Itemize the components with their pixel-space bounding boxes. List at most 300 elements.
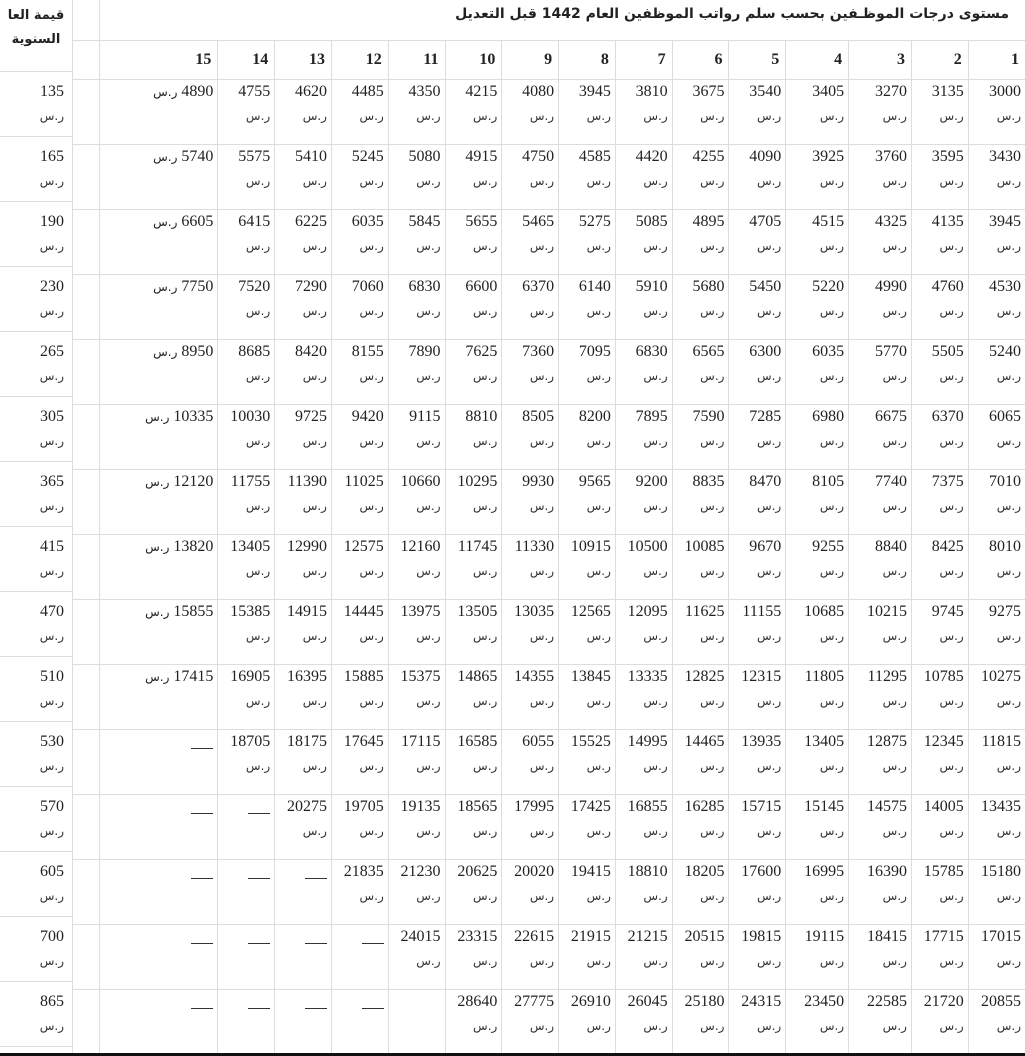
currency-label: ر.س	[819, 759, 845, 773]
salary-value: 7095	[578, 343, 611, 360]
salary-value: 10660	[400, 473, 441, 490]
currency-label: ر.س	[39, 759, 64, 773]
annual-increment-cell	[0, 982, 72, 1047]
salary-value: 7060	[351, 278, 384, 295]
salary-cell	[559, 795, 616, 860]
salary-cell	[502, 730, 559, 795]
salary-cell	[99, 860, 218, 925]
salary-value: 21720	[923, 993, 964, 1010]
currency-label: ر.س	[882, 1019, 907, 1033]
salary-value: 5770	[874, 343, 907, 360]
salary-value: 18705	[230, 733, 271, 750]
currency-label: ر.س	[245, 109, 271, 123]
currency-label: ر.س	[359, 369, 384, 383]
salary-cell	[388, 275, 445, 340]
salary-value: 17015	[981, 928, 1021, 945]
annual-increment-cell	[0, 267, 72, 332]
salary-cell	[911, 275, 968, 340]
currency-label: ر.س	[756, 694, 782, 708]
salary-cell	[99, 275, 218, 340]
currency-label: ر.س	[700, 889, 725, 903]
salary-cell	[968, 470, 1025, 535]
salary-cell	[559, 600, 616, 665]
salary-cell	[968, 730, 1025, 795]
currency-label: ر.س	[245, 304, 271, 318]
salary-cell	[729, 340, 786, 405]
salary-value: 11815	[981, 733, 1021, 750]
salary-cell	[99, 535, 218, 600]
salary-cell	[331, 860, 388, 925]
currency-label: ر.س	[756, 824, 782, 838]
currency-label: ر.س	[529, 369, 555, 383]
salary-cell	[388, 730, 445, 795]
currency-label: ر.س	[302, 369, 327, 383]
salary-cell	[331, 470, 388, 535]
currency-label: ر.س	[302, 109, 327, 123]
salary-cell	[615, 795, 672, 860]
currency-label: ر.س	[302, 694, 327, 708]
currency-label: ر.س	[359, 304, 384, 318]
salary-cell	[672, 405, 729, 470]
salary-cell	[849, 665, 912, 730]
salary-cell	[218, 80, 275, 145]
salary-cell	[786, 925, 849, 990]
salary-value: 12875	[866, 733, 907, 750]
currency-label: ر.س	[819, 369, 845, 383]
currency-label: ر.س	[416, 629, 441, 643]
salary-value: 12345	[923, 733, 964, 750]
salary-value: 11805	[804, 668, 845, 685]
salary-cell	[911, 405, 968, 470]
currency-label: ر.س	[700, 1019, 725, 1033]
currency-label: ر.س	[586, 954, 611, 968]
salary-value: 3945	[578, 83, 611, 100]
salary-value: 15145	[804, 798, 845, 815]
salary-value: 10275	[981, 668, 1021, 685]
currency-label: ر.س	[819, 239, 845, 253]
salary-cell	[615, 925, 672, 990]
salary-value: 8105	[812, 473, 845, 490]
currency-label: ر.س	[939, 499, 964, 513]
currency-label: ر.س	[882, 304, 907, 318]
salary-value: 14005	[923, 798, 964, 815]
salary-value: 6830	[408, 278, 441, 295]
salary-value: 9745	[931, 603, 964, 620]
currency-label: ر.س	[473, 1019, 498, 1033]
salary-value: 12565	[570, 603, 611, 620]
salary-cell	[849, 600, 912, 665]
currency-label: ر.س	[473, 304, 498, 318]
salary-cell	[559, 405, 616, 470]
grade-row	[20, 535, 1025, 600]
salary-value: 3675	[692, 83, 725, 100]
salary-value: 3810	[635, 83, 668, 100]
salary-value: 5505	[931, 343, 964, 360]
salary-cell	[615, 145, 672, 210]
salary-value: 5740	[181, 148, 214, 165]
salary-cell	[672, 210, 729, 275]
currency-label: ر.س	[996, 889, 1021, 903]
salary-cell	[615, 665, 672, 730]
annual-increment-value: 190	[40, 213, 64, 230]
salary-cell	[615, 210, 672, 275]
step-header-15: 15	[99, 41, 218, 80]
currency-label: ر.س	[700, 304, 725, 318]
salary-cell	[218, 535, 275, 600]
currency-label: ر.س	[416, 824, 441, 838]
salary-cell	[615, 275, 672, 340]
salary-value: 13505	[457, 603, 498, 620]
salary-value: 3760	[874, 148, 907, 165]
salary-cell	[275, 860, 332, 925]
salary-value: 9725	[294, 408, 327, 425]
salary-value: 12095	[627, 603, 668, 620]
currency-label: ر.س	[939, 304, 964, 318]
salary-value: 15385	[230, 603, 271, 620]
salary-cell	[849, 990, 912, 1055]
salary-cell	[615, 470, 672, 535]
currency-label: ر.س	[586, 564, 611, 578]
salary-cell	[968, 405, 1025, 470]
currency-label: ر.س	[302, 434, 327, 448]
salary-cell	[672, 470, 729, 535]
salary-value: 5450	[749, 278, 782, 295]
currency-label: ر.س	[700, 434, 725, 448]
salary-cell	[968, 145, 1025, 210]
currency-label: ر.س	[529, 694, 555, 708]
salary-value: 12990	[286, 538, 327, 555]
currency-label: ر.س	[819, 694, 845, 708]
salary-cell	[275, 990, 332, 1055]
salary-value: 11155	[742, 603, 782, 620]
salary-cell	[786, 730, 849, 795]
salary-value: 9930	[522, 473, 555, 490]
currency-label: ر.س	[882, 889, 907, 903]
empty-dash	[191, 878, 213, 879]
salary-value: 7625	[465, 343, 498, 360]
salary-cell	[786, 535, 849, 600]
salary-value: 6675	[874, 408, 907, 425]
currency-label: ر.س	[359, 629, 384, 643]
salary-cell	[849, 730, 912, 795]
currency-label: ر.س	[145, 670, 170, 684]
currency-label: ر.س	[643, 1019, 668, 1033]
salary-cell	[99, 665, 218, 730]
currency-label: ر.س	[359, 239, 384, 253]
currency-label: ر.س	[819, 434, 845, 448]
annual-header-line-2: السنوية	[11, 32, 61, 47]
annual-increment-header	[0, 0, 72, 72]
currency-label: ر.س	[145, 475, 170, 489]
salary-cell	[275, 600, 332, 665]
salary-cell	[218, 210, 275, 275]
currency-label: ر.س	[359, 109, 384, 123]
salary-cell	[218, 860, 275, 925]
currency-label: ر.س	[245, 174, 271, 188]
currency-label: ر.س	[882, 824, 907, 838]
salary-cell	[388, 795, 445, 860]
salary-cell	[786, 860, 849, 925]
currency-label: ر.س	[586, 694, 611, 708]
salary-value: 7590	[692, 408, 725, 425]
salary-value: 10915	[570, 538, 611, 555]
currency-label: ر.س	[586, 304, 611, 318]
currency-label: ر.س	[643, 369, 668, 383]
step-header-4: 4	[786, 41, 849, 80]
salary-cell	[275, 665, 332, 730]
step-header-10: 10	[445, 41, 502, 80]
grade-row	[20, 665, 1025, 730]
currency-label: ر.س	[359, 434, 384, 448]
salary-cell	[672, 860, 729, 925]
salary-cell	[502, 80, 559, 145]
salary-value: 4890	[181, 83, 214, 100]
currency-label: ر.س	[756, 629, 782, 643]
currency-label: ر.س	[756, 369, 782, 383]
salary-cell	[911, 80, 968, 145]
salary-cell	[786, 470, 849, 535]
salary-value: 19115	[804, 928, 845, 945]
salary-value: 18205	[684, 863, 725, 880]
step-header-8: 8	[559, 41, 616, 80]
salary-cell	[388, 340, 445, 405]
salary-value: 4760	[931, 278, 964, 295]
salary-cell	[502, 275, 559, 340]
salary-cell	[331, 80, 388, 145]
currency-label: ر.س	[302, 174, 327, 188]
currency-label: ر.س	[756, 304, 782, 318]
salary-value: 7895	[635, 408, 668, 425]
annual-increment-value: 165	[40, 148, 64, 165]
salary-cell	[99, 990, 218, 1055]
currency-label: ر.س	[473, 954, 498, 968]
currency-label: ر.س	[473, 239, 498, 253]
salary-value: 28640	[457, 993, 498, 1010]
salary-value: 23315	[457, 928, 498, 945]
salary-value: 8810	[465, 408, 498, 425]
salary-cell	[502, 990, 559, 1055]
salary-cell	[615, 535, 672, 600]
salary-value: 17115	[401, 733, 441, 750]
salary-cell	[218, 925, 275, 990]
salary-cell	[559, 275, 616, 340]
salary-value: 6980	[812, 408, 845, 425]
salary-cell	[388, 535, 445, 600]
salary-value: 17715	[923, 928, 964, 945]
grade-row	[20, 210, 1025, 275]
currency-label: ر.س	[643, 564, 668, 578]
currency-label: ر.س	[586, 434, 611, 448]
currency-label: ر.س	[302, 239, 327, 253]
salary-value: 8200	[578, 408, 611, 425]
annual-increment-value: 700	[40, 928, 64, 945]
salary-value: 24015	[400, 928, 441, 945]
salary-cell	[672, 340, 729, 405]
salary-value: 5575	[238, 148, 271, 165]
currency-label: ر.س	[416, 109, 441, 123]
salary-cell	[331, 145, 388, 210]
salary-cell	[911, 600, 968, 665]
currency-label: ر.س	[756, 499, 782, 513]
currency-label: ر.س	[882, 694, 907, 708]
salary-cell	[502, 405, 559, 470]
salary-value: 10085	[684, 538, 725, 555]
salary-value: 12315	[741, 668, 782, 685]
salary-cell	[968, 925, 1025, 990]
annual-increment-value: 365	[40, 473, 64, 490]
salary-cell	[672, 600, 729, 665]
salary-value: 10335	[173, 408, 214, 425]
salary-cell	[911, 145, 968, 210]
salary-cell	[911, 470, 968, 535]
currency-label: ر.س	[529, 629, 555, 643]
currency-label: ر.س	[39, 434, 64, 448]
salary-value: 5085	[635, 213, 668, 230]
currency-label: ر.س	[882, 174, 907, 188]
salary-cell	[445, 925, 502, 990]
salary-value: 6370	[931, 408, 964, 425]
salary-value: 6065	[989, 408, 1021, 425]
salary-value: 4705	[749, 213, 782, 230]
currency-label: ر.س	[643, 304, 668, 318]
currency-label: ر.س	[473, 694, 498, 708]
currency-label: ر.س	[473, 564, 498, 578]
salary-value: 15785	[923, 863, 964, 880]
salary-cell	[672, 925, 729, 990]
currency-label: ر.س	[586, 499, 611, 513]
step-header-5: 5	[729, 41, 786, 80]
salary-value: 13435	[981, 798, 1021, 815]
salary-cell	[218, 145, 275, 210]
table-title: مستوى درجات الموظـفين بحسب سلم رواتب الموظفين العام 1442 قبل التعديل	[99, 0, 1025, 41]
salary-value: 15885	[343, 668, 384, 685]
salary-value: 3945	[989, 213, 1021, 230]
salary-value: 4325	[874, 213, 907, 230]
salary-value: 8505	[522, 408, 555, 425]
salary-cell	[559, 990, 616, 1055]
currency-label: ر.س	[819, 304, 845, 318]
salary-value: 4515	[812, 213, 845, 230]
salary-cell	[911, 535, 968, 600]
currency-label: ر.س	[756, 954, 782, 968]
annual-increment-value: 265	[40, 343, 64, 360]
currency-label: ر.س	[39, 304, 64, 318]
currency-label: ر.س	[882, 954, 907, 968]
salary-cell	[445, 665, 502, 730]
salary-cell	[786, 665, 849, 730]
empty-dash	[191, 1008, 213, 1009]
salary-cell	[911, 340, 968, 405]
salary-cell	[968, 990, 1025, 1055]
salary-cell	[672, 145, 729, 210]
currency-label: ر.س	[416, 304, 441, 318]
currency-label: ر.س	[359, 824, 384, 838]
currency-label: ر.س	[939, 694, 964, 708]
currency-label: ر.س	[153, 345, 178, 359]
salary-value: 4530	[989, 278, 1021, 295]
salary-value: 6415	[238, 213, 271, 230]
currency-label: ر.س	[529, 889, 555, 903]
empty-dash	[305, 1008, 327, 1009]
salary-cell	[968, 340, 1025, 405]
currency-label: ر.س	[473, 434, 498, 448]
grade-row	[20, 80, 1025, 145]
currency-label: ر.س	[39, 889, 64, 903]
salary-cell	[786, 340, 849, 405]
annual-increment-cell	[0, 787, 72, 852]
salary-value: 22585	[866, 993, 907, 1010]
salary-cell	[968, 80, 1025, 145]
annual-increment-value: 570	[40, 798, 64, 815]
grade-row	[20, 795, 1025, 860]
salary-value: 5410	[294, 148, 327, 165]
currency-label: ر.س	[416, 889, 441, 903]
salary-value: 17415	[173, 668, 214, 685]
currency-label: ر.س	[819, 109, 845, 123]
salary-value: 16390	[866, 863, 907, 880]
salary-value: 3135	[931, 83, 964, 100]
currency-label: ر.س	[39, 109, 64, 123]
currency-label: ر.س	[819, 174, 845, 188]
salary-cell	[615, 340, 672, 405]
grade-row	[20, 860, 1025, 925]
currency-label: ر.س	[473, 109, 498, 123]
currency-label: ر.س	[939, 564, 964, 578]
currency-label: ر.س	[416, 499, 441, 513]
currency-label: ر.س	[643, 109, 668, 123]
salary-value: 10030	[230, 408, 271, 425]
empty-dash	[248, 878, 270, 879]
salary-value: 4585	[578, 148, 611, 165]
salary-grade-table	[20, 0, 1025, 1055]
salary-cell	[968, 860, 1025, 925]
currency-label: ر.س	[756, 109, 782, 123]
salary-cell	[615, 860, 672, 925]
salary-cell	[445, 730, 502, 795]
currency-label: ر.س	[939, 629, 964, 643]
salary-cell	[502, 145, 559, 210]
salary-value: 7520	[238, 278, 271, 295]
salary-value: 19135	[400, 798, 441, 815]
salary-value: 7890	[408, 343, 441, 360]
salary-cell	[729, 275, 786, 340]
salary-cell	[388, 990, 445, 1055]
salary-cell	[559, 730, 616, 795]
currency-label: ر.س	[473, 889, 498, 903]
salary-cell	[218, 405, 275, 470]
salary-cell	[331, 275, 388, 340]
salary-value: 6565	[692, 343, 725, 360]
salary-value: 17645	[343, 733, 384, 750]
grade-row	[20, 340, 1025, 405]
salary-cell	[388, 80, 445, 145]
currency-label: ر.س	[700, 174, 725, 188]
currency-label: ر.س	[882, 239, 907, 253]
salary-cell	[218, 275, 275, 340]
salary-value: 19815	[741, 928, 782, 945]
salary-cell	[849, 535, 912, 600]
salary-value: 22615	[514, 928, 555, 945]
currency-label: ر.س	[700, 499, 725, 513]
salary-cell	[786, 795, 849, 860]
step-header-11: 11	[388, 41, 445, 80]
salary-value: 8420	[294, 343, 327, 360]
salary-cell	[849, 145, 912, 210]
currency-label: ر.س	[473, 629, 498, 643]
currency-label: ر.س	[39, 499, 64, 513]
salary-cell	[849, 210, 912, 275]
salary-value: 11745	[457, 538, 498, 555]
